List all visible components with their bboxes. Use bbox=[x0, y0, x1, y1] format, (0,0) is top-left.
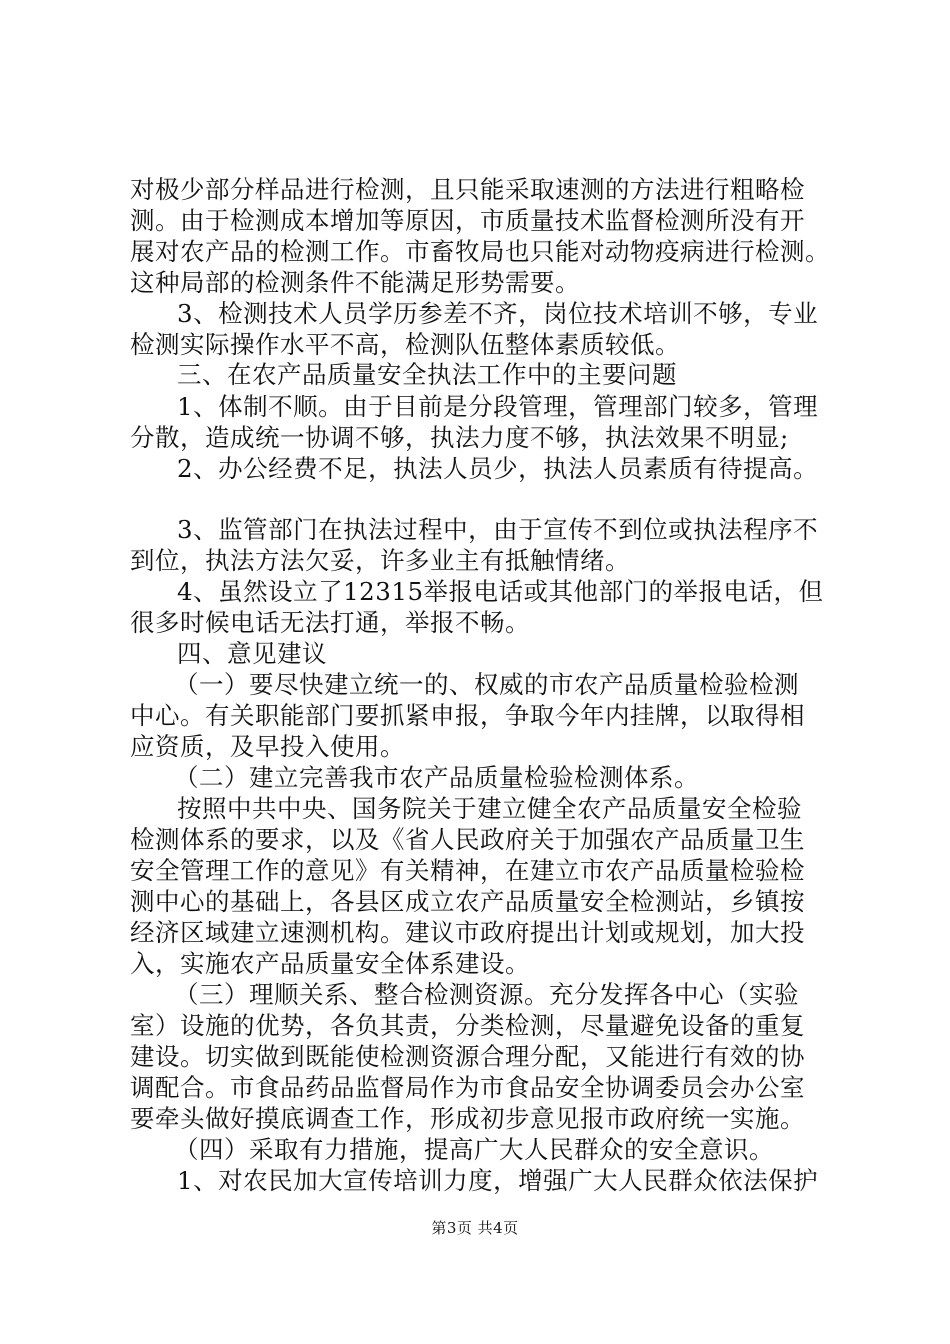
paragraph-line: 测。由于检测成本增加等原因，市质量技术监督检测所没有开 bbox=[130, 206, 805, 235]
paragraph-line: 2、办公经费不足，执法人员少，执法人员素质有待提高。 bbox=[177, 454, 819, 483]
paragraph-line: 经济区域建立速测机构。建议市政府提出计划或规划，加大投 bbox=[130, 918, 805, 947]
paragraph-line: 检测实际操作水平不高，检测队伍整体素质较低。 bbox=[130, 330, 680, 359]
paragraph-line: 建设。切实做到既能使检测资源合理分配，又能进行有效的协 bbox=[130, 1042, 805, 1071]
paragraph-line: 入，实施农产品质量安全体系建设。 bbox=[130, 949, 530, 978]
paragraph-line: 安全管理工作的意见》有关精神，在建立市农产品质量检验检 bbox=[130, 856, 805, 885]
paragraph-line: 要牵头做好摸底调查工作，形成初步意见报市政府统一实施。 bbox=[130, 1104, 805, 1133]
page-number-footer: 第3页 共4页 bbox=[431, 1219, 519, 1237]
paragraph-line: 展对农产品的检测工作。市畜牧局也只能对动物疫病进行检测。 bbox=[130, 237, 830, 266]
paragraph-line: 室）设施的优势，各负其责，分类检测，尽量避免设备的重复 bbox=[130, 1011, 805, 1040]
paragraph-line: 3、监管部门在执法过程中，由于宣传不到位或执法程序不 bbox=[177, 515, 819, 544]
paragraph-line: （二）建立完善我市农产品质量检验检测体系。 bbox=[174, 763, 699, 792]
paragraph-line: 4、虽然设立了12315举报电话或其他部门的举报电话，但 bbox=[177, 577, 824, 606]
paragraph-line: （一）要尽快建立统一的、权威的市农产品质量检验检测 bbox=[174, 670, 799, 699]
paragraph-line: 检测体系的要求，以及《省人民政府关于加强农产品质量卫生 bbox=[130, 825, 805, 854]
paragraph-line: 3、检测技术人员学历参差不齐，岗位技术培训不够，专业 bbox=[177, 299, 819, 328]
paragraph-line: 分散，造成统一协调不够，执法力度不够，执法效果不明显; bbox=[130, 423, 789, 452]
paragraph-line: 按照中共中央、国务院关于建立健全农产品质量安全检验 bbox=[177, 794, 802, 823]
paragraph-line: 应资质，及早投入使用。 bbox=[130, 732, 405, 761]
paragraph-line: 1、对农民加大宣传培训力度，增强广大人民群众依法保护 bbox=[177, 1166, 819, 1195]
section-heading: 四、意见建议 bbox=[177, 639, 327, 668]
paragraph-line: 中心。有关职能部门要抓紧申报，争取今年内挂牌，以取得相 bbox=[130, 701, 805, 730]
paragraph-line: 1、体制不顺。由于目前是分段管理，管理部门较多，管理 bbox=[177, 392, 819, 421]
paragraph-line: 对极少部分样品进行检测，且只能采取速测的方法进行粗略检 bbox=[130, 175, 805, 204]
section-heading: 三、在农产品质量安全执法工作中的主要问题 bbox=[177, 360, 677, 389]
paragraph-line: 调配合。市食品药品监督局作为市食品安全协调委员会办公室 bbox=[130, 1073, 805, 1102]
paragraph-line: 这种局部的检测条件不能满足形势需要。 bbox=[130, 268, 580, 297]
paragraph-line: 测中心的基础上，各县区成立农产品质量安全检测站，乡镇按 bbox=[130, 887, 805, 916]
paragraph-line: 很多时候电话无法打通，举报不畅。 bbox=[130, 608, 530, 637]
paragraph-line: （三）理顺关系、整合检测资源。充分发挥各中心（实验 bbox=[174, 980, 799, 1009]
paragraph-line: （四）采取有力措施，提高广大人民群众的安全意识。 bbox=[174, 1135, 774, 1164]
paragraph-line: 到位，执法方法欠妥，许多业主有抵触情绪。 bbox=[130, 546, 630, 575]
